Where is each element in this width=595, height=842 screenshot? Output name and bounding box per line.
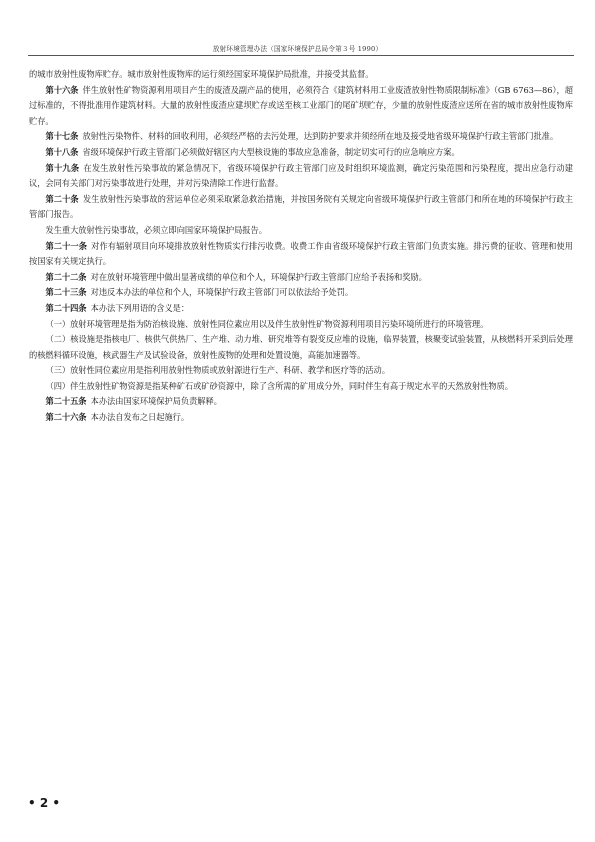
paragraph-text: （四）伴生放射性矿物资源是指某种矿石或矿砂资源中，除了含所需的矿用成分外，同时伴生有高于规定水平的天然放射性物质。 [45,380,513,391]
paragraph-text: 本办法由国家环境保护局负责解释。 [90,396,222,407]
page-number: • 2 • [28,796,61,810]
paragraph [29,192,573,223]
article-number: 第十六条 [45,84,79,95]
article-number: 第二十五条 [45,396,87,407]
paragraph [29,129,573,145]
paragraph-text: （一）放射环境管理是指为防治核设施、放射性同位素应用以及伴生放射性矿物资源利用项目污染环境所进行的环境管理。 [45,318,489,329]
paragraph-text: （二）核设施是指核电厂、核供气供热厂、生产堆、动力堆、研究堆等有裂变反应堆的设施，临界装置，核聚变试验装置，从核燃料开采到后处理的核燃料循环设施，核武器生产及试验设备，放射性废物的处理和处置设施，高能加速器等。 [29,334,573,360]
paragraph-text: 发生放射性污染事故的营运单位必须采取紧急救治措施，并按国务院有关规定向省级环境保护行政主管部门和所在地的环境保护行政主管部门报告。 [29,193,573,220]
article-number: 第十八条 [45,146,79,157]
paragraph [29,83,573,130]
paragraph-text: 对违反本办法的单位和个人，环境保护行政主管部门可以依法给予处罚。 [90,287,354,298]
paragraph [29,145,573,161]
paragraph-text: 在发生放射性污染事故的紧急情况下，省级环境保护行政主管部门应及时组织环境监测，确定污染范围和污染程度，提出应急行动建议，会同有关部门对污染事故进行处理，并对污染清除工作进行监督。 [29,162,573,189]
header-divider [28,55,574,56]
paragraph [29,161,573,192]
paragraph-text: 的城市放射性废物库贮存。城市放射性废物库的运行须经国家环境保护局批准，并接受其监督。 [29,69,374,79]
paragraph [29,270,573,286]
article-number: 第二十六条 [45,412,87,423]
paragraph-text: 伴生放射性矿物资源利用项目产生的废渣及副产品的使用，必须符合《建筑材料用工业废渣放射性物质限制标准》（GB 6763—86），超过标准的，不得批准用作建筑材料。大量的放射性废渣应建坝贮存或送至核工业部门的尾矿坝贮存，少量的放射性废渣应送所在省的城市放射性废物库贮存。 [29,84,573,126]
article-number: 第二十一条 [45,240,88,251]
article-number: 第二十条 [45,193,79,204]
paragraph [29,301,573,317]
paragraph [29,67,573,83]
article-number: 第二十三条 [45,287,87,298]
paragraph [29,285,573,301]
article-number: 第二十四条 [45,302,87,313]
definition-item [29,363,573,379]
paragraph-text: 放射性污染物件、材料的回收利用，必须经严格的去污处理，达到防护要求并须经所在地及接受地省级环境保护行政主管部门批准。 [82,131,559,142]
paragraph-text: 本办法下列用语的含义是： [90,302,190,313]
definition-item [29,317,573,333]
running-header: 放射环境管理办法（国家环境保护总局令第３号 1990） [212,45,383,53]
definition-item [29,379,573,395]
paragraph [29,410,573,426]
paragraph [29,223,573,239]
paragraph-text: 本办法自发布之日起施行。 [90,412,190,423]
paragraph-text: 发生重大放射性污染事故，必须立即向国家环境保护局报告。 [45,224,267,235]
paragraph-text: （三）放射性同位素应用是指利用放射性物质或放射源进行生产、科研、教学和医疗等的活动。 [45,365,390,376]
paragraph-text: 对在放射环境管理中做出显著成绩的单位和个人，环境保护行政主管部门应给予表扬和奖励。 [90,271,427,282]
article-number: 第二十二条 [45,271,87,282]
article-number: 第十七条 [45,131,79,142]
definition-item [29,332,573,363]
article-number: 第十九条 [45,162,80,173]
paragraph [29,394,573,410]
paragraph-text: 省级环境保护行政主管部门必须做好辖区内大型核设施的事故应急准备，制定切实可行的应急响应方案。 [82,146,460,157]
paragraph-text: 对作有辐射项目向环境排放放射性物质实行排污收费。收费工作由省级环境保护行政主管部门负责实施。排污费的征收、管理和使用按国家有关规定执行。 [29,240,573,267]
paragraph [29,239,573,270]
body-text [29,67,573,426]
